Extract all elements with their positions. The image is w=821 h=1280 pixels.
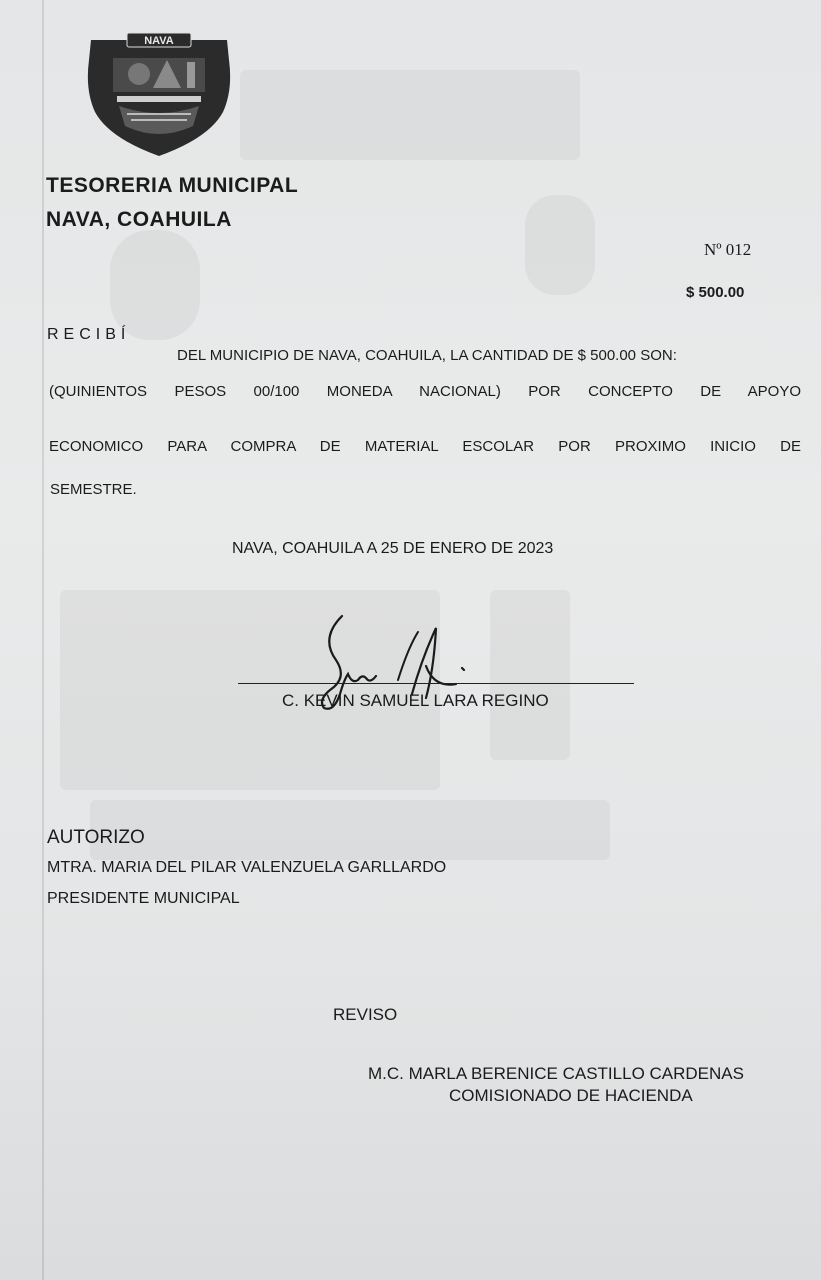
receipt-number: Nº 012 — [704, 240, 752, 259]
page-fold-shadow — [42, 0, 44, 1280]
show-through-shadow — [240, 70, 580, 160]
reviewed-label: REVISO — [333, 1005, 398, 1024]
authorizer-role: PRESIDENTE MUNICIPAL — [47, 890, 240, 907]
received-heading: RECIBÍ — [47, 326, 131, 343]
crest-lettering: NAVA — [144, 35, 174, 47]
issuer-title: TESORERIA MUNICIPAL — [46, 174, 299, 197]
reviewer-name: M.C. MARLA BERENICE CASTILLO CARDENAS — [368, 1064, 744, 1083]
nava-crest-logo — [83, 30, 235, 160]
body-line-4: SEMESTRE. — [50, 481, 137, 498]
authorized-label: AUTORIZO — [47, 827, 145, 848]
place-date: NAVA, COAHUILA A 25 DE ENERO DE 2023 — [232, 540, 554, 557]
signature-line — [238, 683, 634, 684]
body-line-2: (QUINIENTOS PESOS 00/100 MONEDA NACIONAL) POR CONCEPTO DE APOYO — [49, 383, 801, 400]
show-through-shadow — [490, 590, 570, 760]
signer-name: C. KEVIN SAMUEL LARA REGINO — [282, 691, 549, 710]
body-line-3: ECONOMICO PARA COMPRA DE MATERIAL ESCOLAR POR PROXIMO INICIO DE — [49, 438, 801, 455]
authorizer-name: MTRA. MARIA DEL PILAR VALENZUELA GARLLARDO — [47, 859, 447, 876]
show-through-shadow — [525, 195, 595, 295]
reviewer-role: COMISIONADO DE HACIENDA — [449, 1086, 693, 1105]
body-line-1: DEL MUNICIPIO DE NAVA, COAHUILA, LA CANTIDAD DE $ 500.00 SON: — [177, 347, 677, 364]
show-through-shadow — [90, 800, 610, 860]
receipt-amount: $ 500.00 — [686, 284, 745, 301]
issuer-location: NAVA, COAHUILA — [46, 208, 232, 231]
show-through-shadow — [110, 230, 200, 340]
